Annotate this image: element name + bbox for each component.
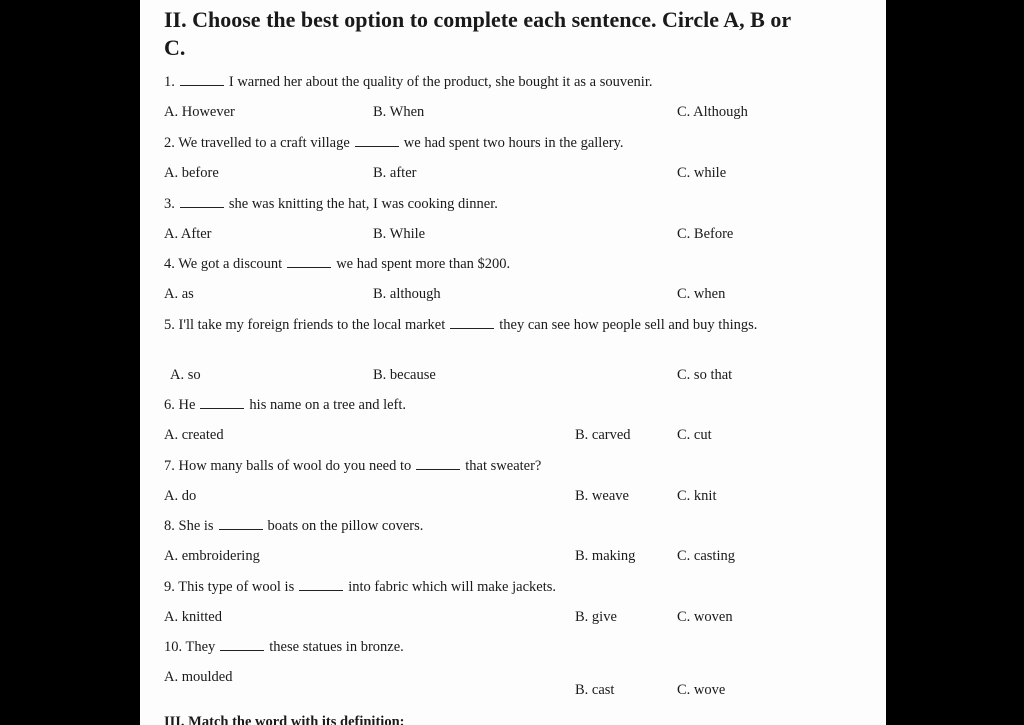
question-1-after: I warned her about the quality of the product, she bought it as a souvenir. (228, 74, 653, 90)
question-8-option-a[interactable]: A. embroidering (164, 548, 260, 564)
question-2-option-c[interactable]: C. while (677, 165, 727, 181)
answer-blank (200, 396, 244, 409)
question-3-before: 3. (164, 196, 175, 212)
section-heading (164, 6, 886, 62)
heading-line-1: II. Choose the best option to complete each sentence. Circle A, B or (164, 7, 792, 32)
question-7-option-b[interactable]: B. weave (575, 488, 629, 504)
answer-blank (355, 134, 399, 147)
question-2-option-b[interactable]: B. after (373, 165, 417, 181)
question-10-after: these statues in bronze. (269, 639, 404, 655)
question-3-after: she was knitting the hat, I was cooking dinner. (228, 196, 498, 212)
question-5-option-c[interactable]: C. so that (677, 367, 733, 383)
question-10-before: 10. They (164, 639, 216, 655)
question-4-option-b[interactable]: B. although (373, 286, 441, 302)
question-6-before: 6. He (164, 397, 196, 413)
heading-line-2: C. (164, 35, 186, 60)
question-8-before: 8. She is (164, 518, 214, 534)
question-2-after: we had spent two hours in the gallery. (403, 135, 624, 151)
question-7-after: that sweater? (465, 458, 542, 474)
question-8-after: boats on the pillow covers. (267, 518, 424, 534)
answer-blank (287, 255, 331, 268)
question-5-before: 5. I'll take my foreign friends to the local market (164, 317, 446, 333)
question-10-option-a[interactable]: A. moulded (164, 669, 233, 685)
answer-blank (416, 457, 460, 470)
question-6-option-b[interactable]: B. carved (575, 427, 631, 443)
question-5 (164, 316, 844, 334)
question-1-option-a[interactable]: A. However (164, 104, 235, 120)
question-7-option-a[interactable]: A. do (164, 488, 197, 504)
answer-blank (180, 195, 224, 208)
answer-blank (180, 73, 224, 86)
question-6-option-a[interactable]: A. created (164, 427, 224, 443)
question-4-option-a[interactable]: A. as (164, 286, 194, 302)
question-2-option-a[interactable]: A. before (164, 165, 219, 181)
question-5-option-a[interactable]: A. so (170, 367, 201, 383)
question-9-option-c[interactable]: C. woven (677, 609, 733, 625)
question-9 (164, 578, 556, 596)
question-9-before: 9. This type of wool is (164, 579, 295, 595)
question-10-option-c[interactable]: C. wove (677, 682, 726, 698)
question-5-option-b[interactable]: B. because (373, 367, 436, 383)
answer-blank (220, 638, 264, 651)
question-9-after: into fabric which will make jackets. (348, 579, 556, 595)
question-3-option-c[interactable]: C. Before (677, 226, 734, 242)
worksheet-page (140, 0, 886, 725)
question-7 (164, 457, 541, 475)
question-3 (164, 195, 498, 213)
question-1 (164, 73, 653, 91)
question-3-option-a[interactable]: A. After (164, 226, 212, 242)
question-1-option-b[interactable]: B. When (373, 104, 425, 120)
question-1-before: 1. (164, 74, 175, 90)
answer-blank (450, 316, 494, 329)
question-9-option-b[interactable]: B. give (575, 609, 617, 625)
question-4-option-c[interactable]: C. when (677, 286, 726, 302)
question-7-option-c[interactable]: C. knit (677, 488, 717, 504)
question-9-option-a[interactable]: A. knitted (164, 609, 222, 625)
question-6-option-c[interactable]: C. cut (677, 427, 712, 443)
answer-blank (299, 578, 343, 591)
question-8-option-c[interactable]: C. casting (677, 548, 735, 564)
question-2-before: 2. We travelled to a craft village (164, 135, 350, 151)
question-3-option-b[interactable]: B. While (373, 226, 426, 242)
question-4-after: we had spent more than $200. (336, 256, 511, 272)
question-2 (164, 134, 624, 152)
question-7-before: 7. How many balls of wool do you need to (164, 458, 412, 474)
question-1-option-c[interactable]: C. Although (677, 104, 748, 120)
question-6 (164, 396, 406, 414)
question-4-before: 4. We got a discount (164, 256, 283, 272)
question-4 (164, 255, 510, 273)
next-section-heading: III. Match the word with its definition: (164, 714, 405, 725)
question-5-after: they can see how people sell and buy things. (499, 317, 758, 333)
question-10 (164, 638, 404, 656)
question-8-option-b[interactable]: B. making (575, 548, 636, 564)
question-10-option-b[interactable]: B. cast (575, 682, 615, 698)
question-8 (164, 517, 423, 535)
answer-blank (219, 517, 263, 530)
question-6-after: his name on a tree and left. (249, 397, 407, 413)
